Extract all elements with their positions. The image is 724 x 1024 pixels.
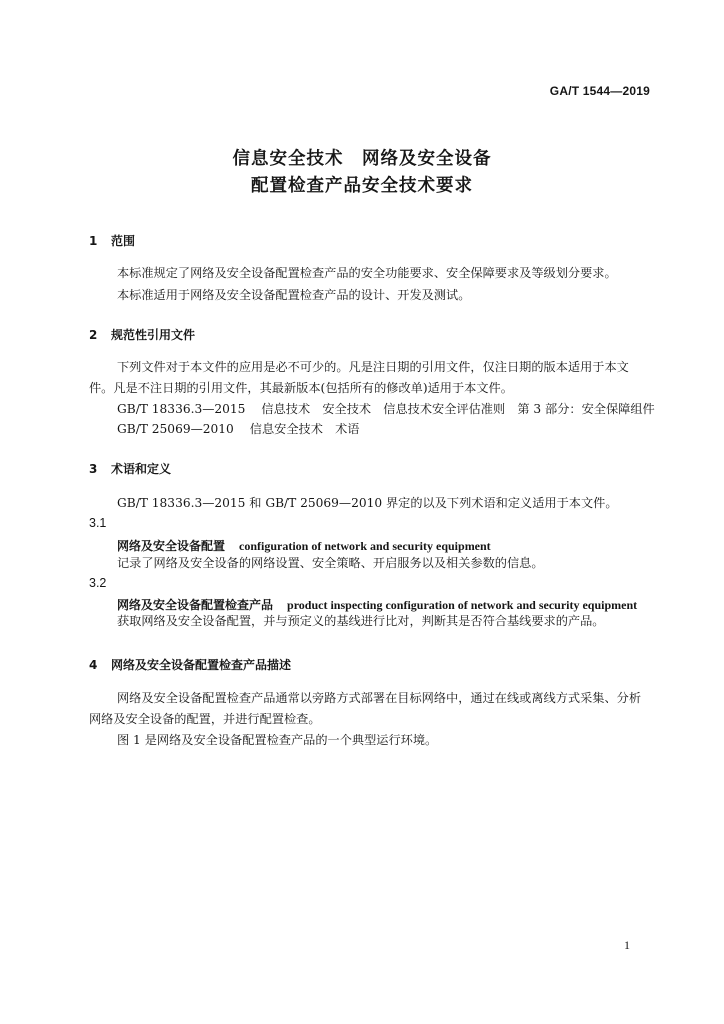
reference-title: 信息技术 安全技术 信息技术安全评估准则 第 3 部分：安全保障组件 xyxy=(261,402,655,416)
section-number: 4 xyxy=(89,658,98,672)
term-chinese: 网络及安全设备配置 xyxy=(117,539,226,553)
section-title: 网络及安全设备配置检查产品描述 xyxy=(111,658,292,672)
reference-title: 信息安全技术 术语 xyxy=(249,422,360,436)
section-1-paragraph-1: 本标准规定了网络及安全设备配置检查产品的安全功能要求、安全保障要求及等级划分要求。 xyxy=(117,266,617,280)
term-chinese: 网络及安全设备配置检查产品 xyxy=(117,598,274,612)
section-4-paragraph-line-2: 网络及安全设备的配置，并进行配置检查。 xyxy=(89,712,321,726)
document-title-line-1: 信息安全技术 网络及安全设备 xyxy=(232,149,492,169)
normative-reference-1 xyxy=(117,399,655,419)
term-3-1-heading xyxy=(117,537,491,554)
section-3-heading xyxy=(89,460,171,477)
term-3-2-number: 3.2 xyxy=(89,576,107,590)
section-4-paragraph-line-1: 网络及安全设备配置检查产品通常以旁路方式部署在目标网络中，通过在线或离线方式采集、分析 xyxy=(117,691,642,705)
section-number: 1 xyxy=(89,234,98,248)
section-2-paragraph-line-1: 下列文件对于本文件的应用是必不可少的。凡是注日期的引用文件，仅注日期的版本适用于本文 xyxy=(117,360,629,374)
term-english: product inspecting configuration of network and security equipment xyxy=(287,598,638,612)
standard-code: GA/T 1544—2019 xyxy=(549,84,650,98)
document-title-line-2: 配置检查产品安全技术要求 xyxy=(251,176,473,196)
section-number: 2 xyxy=(89,328,98,342)
section-3-intro: GB/T 18336.3—2015 和 GB/T 25069—2010 界定的以及下列术语和定义适用于本文件。 xyxy=(117,496,618,510)
page-number: 1 xyxy=(624,938,630,952)
term-english: configuration of network and security equipment xyxy=(239,539,491,553)
section-number: 3 xyxy=(89,462,98,476)
reference-code: GB/T 18336.3—2015 xyxy=(117,402,246,416)
normative-reference-2 xyxy=(117,419,359,439)
term-3-1-definition: 记录了网络及安全设备的网络设置、安全策略、开启服务以及相关参数的信息。 xyxy=(117,556,544,570)
section-2-heading xyxy=(89,326,195,343)
section-4-paragraph-2: 图 1 是网络及安全设备配置检查产品的一个典型运行环境。 xyxy=(117,733,438,747)
section-1-paragraph-2: 本标准适用于网络及安全设备配置检查产品的设计、开发及测试。 xyxy=(117,288,471,302)
section-1-heading xyxy=(89,232,135,249)
reference-code: GB/T 25069—2010 xyxy=(117,422,234,436)
section-title: 范围 xyxy=(111,234,136,248)
section-title: 规范性引用文件 xyxy=(111,328,196,342)
section-title: 术语和定义 xyxy=(111,462,172,476)
term-3-1-number: 3.1 xyxy=(89,516,107,530)
term-3-2-definition: 获取网络及安全设备配置，并与预定义的基线进行比对，判断其是否符合基线要求的产品。 xyxy=(117,614,605,628)
section-4-heading xyxy=(89,656,291,673)
section-2-paragraph-line-2: 件。凡是不注日期的引用文件，其最新版本(包括所有的修改单)适用于本文件。 xyxy=(89,381,513,395)
